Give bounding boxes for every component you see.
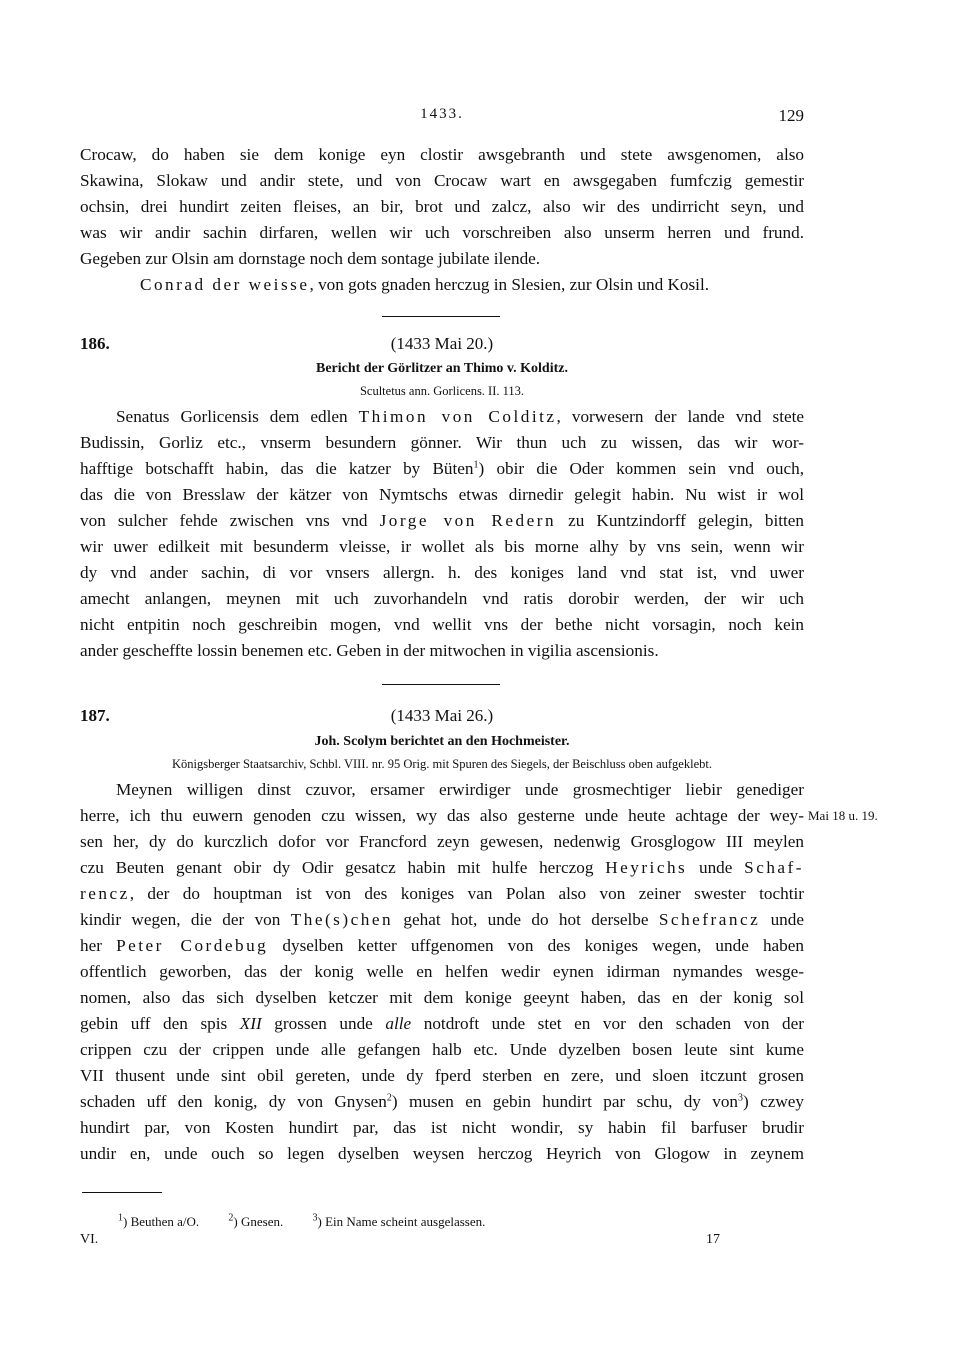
text-segment: schaden uff den konig, dy von Gnysen: [80, 1092, 387, 1111]
text-line: offentlich geworben, das der konig welle en helfen wedir eynen idirman nymandes wesge-: [80, 962, 804, 981]
person-name: The(s)chen: [290, 910, 394, 929]
text-line: [116, 404, 804, 430]
footnote-1: [118, 1214, 199, 1229]
footnote-ref: 1: [473, 459, 479, 471]
document-date: (1433 Mai 26.): [390, 706, 494, 725]
text-line: amecht anlangen, meynen mit uch zuvorhandeln vnd ratis dorobir werden, der wir uch: [80, 589, 804, 608]
sheet-number: 17: [706, 1232, 720, 1247]
text-line: undir en, unde ouch so legen dyselben weysen herczog Heyrich von Glogow in zeynem: [80, 1144, 804, 1163]
text-segment: gebin uff den spis: [80, 1014, 240, 1033]
text-segment: grossen unde: [261, 1014, 386, 1033]
text-line: Meynen willigen dinst czuvor, ersamer erwirdiger unde grosmechtiger liebir genediger: [116, 780, 804, 799]
section-divider: [382, 316, 500, 317]
sender-name: Conrad der weisse: [140, 275, 310, 294]
footnote-divider: [82, 1192, 162, 1193]
text-line: [80, 881, 804, 907]
text-segment: , der do houptman ist von des koniges van Polan also von zeiner swester tochtir: [129, 884, 804, 903]
text-segment: unde: [687, 858, 745, 877]
text-segment: kindir wegen, die der von: [80, 910, 291, 929]
document-number: 186.: [80, 334, 110, 353]
text-segment: hafftige botschafft habin, das die katzer by Büten: [80, 459, 474, 478]
text-line: Skawina, Slokaw und andir stete, und von Crocaw wart en awsgegaben fumfczig gemestir: [80, 171, 804, 190]
text-line: [80, 508, 804, 534]
text-line: ochsin, drei hundirt zeiten fleises, an bir, brot und zalcz, also wir des undirricht seyn, und: [80, 197, 804, 216]
text-line: nomen, also das sich dyselben ketczer mit dem konige geeynt haben, das en der konig sol: [80, 988, 804, 1007]
text-line: sen her, dy do kurczlich dofor vor Francford zeyn gewesen, nedenwig Grosglogow III meylen: [80, 832, 804, 851]
running-head: [80, 106, 804, 128]
person-name: Peter Cordebug: [116, 936, 269, 955]
footnote-ref: 3: [738, 1092, 744, 1104]
text-segment: notdroft unde stet en vor den schaden von der: [411, 1014, 804, 1033]
person-name: Heyrichs: [605, 858, 688, 877]
document-date: (1433 Mai 20.): [390, 334, 494, 353]
text-segment: ) obir die Oder kommen sein vnd ouch,: [478, 459, 804, 478]
text-line: [80, 1011, 804, 1037]
text-line: ander gescheffte lossin benemen etc. Geben in der mitwochen in vigilia ascensionis.: [80, 641, 659, 660]
page-number: 129: [778, 106, 804, 125]
text-line: dy vnd ander sachin, di vor vnsers allergn. h. des koniges land vnd stat ist, vnd uwer: [80, 563, 804, 582]
text-segment: her: [80, 936, 117, 955]
footnote-2: [228, 1214, 283, 1229]
person-name: Schefrancz: [658, 910, 761, 929]
text-segment: von sulcher fehde zwischen vns vnd: [80, 511, 380, 530]
text-line: Budissin, Gorliz etc., vnserm besundern gönner. Wir thun uch zu wissen, das wir wor-: [80, 433, 804, 452]
footnote-mark: 3: [312, 1212, 318, 1224]
document-source: Scultetus ann. Gorlicens. II. 113.: [359, 384, 525, 398]
text-line: nicht entpitin noch geschreibin mogen, vnd wellit vns der bethe nicht vorsagin, noch kein: [80, 615, 804, 634]
italic-segment: XII: [239, 1014, 262, 1033]
margin-note: Mai 18 u. 19.: [808, 808, 878, 823]
footnote-text: ) Gnesen.: [233, 1214, 284, 1229]
text-line: [80, 933, 804, 959]
text-segment: czu Beuten genant obir dy Odir gesatcz habin mit hulfe herczog: [80, 858, 606, 877]
footnote-mark: 1: [118, 1212, 123, 1224]
person-name: Schaf-: [744, 858, 804, 877]
text-line: crippen czu der crippen unde alle gefangen halb etc. Unde dyzelben bosen leute sint kume: [80, 1040, 804, 1059]
footnotes: [118, 1214, 511, 1230]
text-line: herre, ich thu euwern genoden czu wissen, wy das also gesterne unde heute achtage der wey-: [80, 806, 804, 825]
text-segment: dyselben ketter uffgenomen von des koniges wegen, unde haben: [268, 936, 804, 955]
text-line: VII thusent unde sint obil gereten, unde dy fperd sterben en zere, und sloen itczunt grosen: [80, 1066, 804, 1085]
document-title: Bericht der Görlitzer an Thimo v. Kolditz.: [316, 361, 568, 376]
signature-rest: , von gots gnaden herczug in Slesien, zur Olsin und Kosil.: [309, 275, 710, 294]
text-line: das die von Bresslaw der kätzer von Nymtschs etwas dirnedir gelegit habin. Nu wist ir wol: [80, 485, 804, 504]
signature-line: [140, 272, 828, 298]
text-segment: Senatus Gorlicensis dem edlen: [116, 407, 359, 426]
text-segment: ) musen en gebin hundirt par schu, dy von: [391, 1092, 739, 1111]
text-line: was wir andir sachin dirfaren, wellen wir uch vorschreiben also unserm herren und frund.: [80, 223, 804, 242]
text-line: wir uwer edilkeit mit besunderm vleisse, ir wollet als bis morne alhy by vns sein, wenn wir: [80, 537, 804, 556]
text-line: [80, 456, 804, 482]
text-line: hundirt par, von Kosten hundirt par, das ist nicht wondir, sy habin fil barfuser brudir: [80, 1118, 804, 1137]
section-divider: [382, 684, 500, 685]
footnote-3: [313, 1214, 486, 1229]
document-number: 187.: [80, 706, 110, 725]
text-line: Crocaw, do haben sie dem konige eyn clostir awsgebranth und stete awsgenomen, also: [80, 145, 804, 164]
text-segment: unde: [760, 910, 804, 929]
text-segment: zu Kuntzindorff gelegin, bitten: [556, 511, 804, 530]
footnote-ref: 2: [386, 1092, 392, 1104]
person-name: rencz: [80, 884, 130, 903]
italic-segment: alle: [385, 1014, 412, 1033]
text-line: [80, 1089, 804, 1115]
document-title: Joh. Scolym berichtet an den Hochmeister.: [314, 734, 570, 749]
footnote-text: ) Ein Name scheint ausgelassen.: [317, 1214, 486, 1229]
document-source: Königsberger Staatsarchiv, Schbl. VIII. nr. 95 Orig. mit Spuren des Siegels, der Beischluss oben aufgeklebt.: [172, 757, 712, 771]
text-segment: gehat hot, unde do hot derselbe: [393, 910, 659, 929]
text-segment: , vorwesern der lande vnd stete: [556, 407, 804, 426]
signature-mark: VI.: [80, 1232, 99, 1247]
person-name: Jorge von Redern: [379, 511, 557, 530]
text-line: [80, 855, 804, 881]
footnote-text: ) Beuthen a/O.: [123, 1214, 200, 1229]
text-line: [80, 907, 804, 933]
text-line: Gegeben zur Olsin am dornstage noch dem sontage jubilate ilende.: [80, 249, 541, 268]
footnote-mark: 2: [228, 1212, 234, 1224]
person-name: Thimon von Colditz: [358, 407, 557, 426]
running-head-year: 1433.: [420, 106, 464, 122]
text-segment: ) czwey: [743, 1092, 804, 1111]
